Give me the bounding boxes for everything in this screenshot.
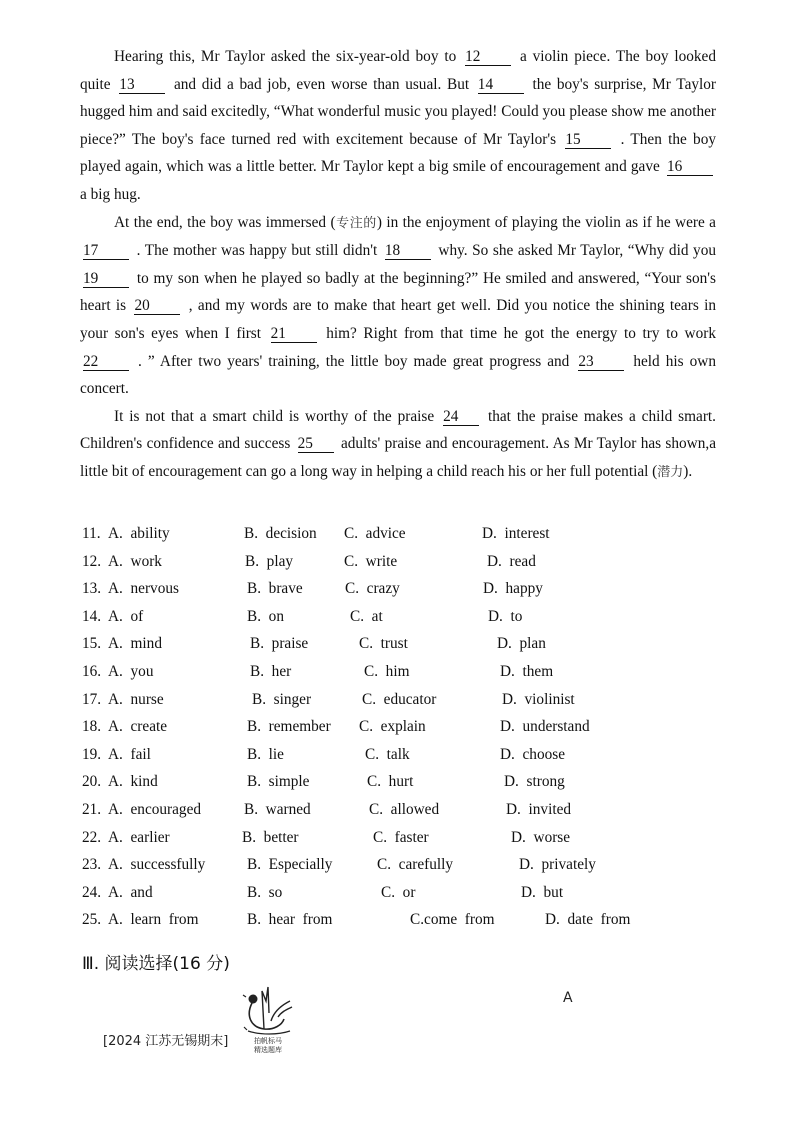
text-run: adults' praise and encouragement. As Mr Taylor has shown,a little bit of encouragement can go a long way in helping a child reach his or her full potential ( bbox=[80, 435, 716, 480]
blank-14: 14 bbox=[478, 76, 524, 94]
option-b[interactable]: B. decision bbox=[244, 525, 317, 542]
text-run: a violin piece. The boy looked quite bbox=[80, 48, 716, 93]
option-row bbox=[82, 630, 722, 658]
option-row bbox=[82, 520, 722, 548]
option-d[interactable]: D. happy bbox=[483, 580, 543, 598]
option-a[interactable]: A. learn from bbox=[108, 911, 199, 929]
option-c[interactable]: C. faster bbox=[373, 828, 429, 846]
option-a[interactable]: A. fail bbox=[108, 745, 151, 763]
question-number: 25. bbox=[82, 911, 102, 929]
text-run: to my son when he played so badly at the beginning?” He smiled and answered, “Your son's heart is bbox=[80, 269, 716, 315]
option-row bbox=[82, 713, 722, 741]
option-d[interactable]: D. them bbox=[500, 662, 554, 680]
option-c[interactable]: C. him bbox=[364, 662, 410, 680]
option-a[interactable]: A. encouraged bbox=[108, 800, 202, 818]
option-row bbox=[82, 824, 722, 852]
swan-logo-icon bbox=[238, 983, 298, 1055]
option-d[interactable]: D. date from bbox=[545, 911, 631, 929]
text-run: At the end, the boy was immersed ( bbox=[114, 213, 336, 231]
question-number: 21. bbox=[82, 800, 102, 818]
option-b[interactable]: B. lie bbox=[247, 745, 284, 763]
option-d[interactable]: D. but bbox=[521, 883, 564, 901]
option-row bbox=[82, 686, 722, 714]
option-d[interactable]: D. violinist bbox=[502, 690, 575, 708]
chinese-gloss: 潜力 bbox=[657, 464, 684, 480]
question-number: 17. bbox=[82, 690, 102, 708]
question-number: 23. bbox=[82, 856, 102, 874]
option-a[interactable]: A. earlier bbox=[108, 828, 170, 846]
option-c[interactable]: C. write bbox=[344, 552, 398, 570]
paragraph-3 bbox=[80, 403, 716, 487]
text-run: and did a bad job, even worse than usual. But bbox=[168, 75, 475, 93]
option-a[interactable]: A. successfully bbox=[108, 856, 206, 874]
text-run: . Then the boy played again, which was a little better. Mr Taylor kept a big smile of encouragement and gave bbox=[80, 130, 716, 176]
option-c[interactable]: C. carefully bbox=[377, 856, 454, 874]
option-d[interactable]: D. strong bbox=[504, 773, 565, 791]
option-b[interactable]: B. so bbox=[247, 883, 283, 901]
option-a[interactable]: A. create bbox=[108, 718, 168, 736]
option-row bbox=[82, 768, 722, 796]
option-c[interactable]: C. or bbox=[381, 883, 416, 901]
text-run: , and my words are to make that heart get well. Did you notice the shining tears in your son's eyes when I first bbox=[80, 297, 716, 342]
option-b[interactable]: B. on bbox=[247, 607, 284, 625]
option-b[interactable]: B. remember bbox=[247, 718, 331, 736]
option-b[interactable]: B. better bbox=[242, 828, 299, 846]
option-a[interactable]: A. and bbox=[108, 883, 153, 901]
option-b[interactable]: B. brave bbox=[247, 580, 303, 598]
text-run: a big hug. bbox=[80, 185, 141, 203]
option-a[interactable]: A. kind bbox=[108, 773, 158, 791]
option-a[interactable]: A. mind bbox=[108, 635, 162, 653]
option-d[interactable]: D. plan bbox=[497, 635, 546, 653]
blank-13: 13 bbox=[119, 76, 165, 94]
option-c[interactable]: C. educator bbox=[362, 690, 437, 708]
question-source: [2024 江苏无锡期末] bbox=[103, 1034, 229, 1049]
question-number: 22. bbox=[82, 828, 102, 846]
option-b[interactable]: B. play bbox=[245, 552, 294, 570]
option-a[interactable]: A. of bbox=[108, 607, 144, 625]
option-row bbox=[82, 796, 722, 824]
option-row bbox=[82, 851, 722, 879]
option-d[interactable]: D. privately bbox=[519, 856, 596, 874]
text-run: the boy's surprise, Mr Taylor hugged him and said excitedly, “What wonderful music you played! Could you please show me another piece?” The boy's face turned red with excitement because of Mr Taylor's bbox=[80, 75, 717, 148]
option-c[interactable]: C. explain bbox=[359, 718, 426, 736]
text-run: ). bbox=[683, 462, 693, 480]
question-number: 14. bbox=[82, 607, 102, 625]
blank-24: 24 bbox=[443, 408, 479, 426]
option-a[interactable]: A. ability bbox=[108, 525, 170, 542]
blank-25: 25 bbox=[298, 435, 334, 453]
text-run: why. So she asked Mr Taylor, “Why did you bbox=[433, 242, 716, 260]
blank-19: 19 bbox=[83, 270, 129, 288]
blank-16: 16 bbox=[667, 158, 713, 176]
question-number: 16. bbox=[82, 662, 102, 680]
option-d[interactable]: D. worse bbox=[511, 828, 571, 846]
option-b[interactable]: B. simple bbox=[247, 773, 310, 791]
option-c[interactable]: C. talk bbox=[365, 745, 410, 763]
option-row bbox=[82, 658, 722, 686]
option-b[interactable]: B. warned bbox=[244, 800, 311, 818]
blank-18: 18 bbox=[385, 242, 431, 260]
option-row bbox=[82, 741, 722, 769]
option-d[interactable]: D. to bbox=[488, 607, 523, 625]
option-c[interactable]: C. at bbox=[350, 607, 383, 625]
paragraph-2 bbox=[80, 209, 716, 403]
text-run: . ” After two years' training, the little boy made great progress and bbox=[132, 352, 576, 370]
question-number: 11. bbox=[82, 525, 101, 542]
option-a[interactable]: A. you bbox=[108, 662, 154, 680]
option-d[interactable]: D. read bbox=[487, 552, 536, 570]
option-c[interactable]: C. crazy bbox=[345, 580, 400, 598]
question-number: 24. bbox=[82, 883, 102, 901]
option-b[interactable]: B. Especially bbox=[247, 856, 333, 874]
blank-17: 17 bbox=[83, 242, 129, 260]
option-row bbox=[82, 575, 722, 603]
option-d[interactable]: D. choose bbox=[500, 745, 565, 763]
text-run: held his own concert. bbox=[80, 352, 716, 398]
chinese-gloss: 专注的 bbox=[335, 215, 377, 231]
option-d[interactable]: D. invited bbox=[506, 800, 572, 818]
option-c[interactable]: C.come from bbox=[410, 911, 495, 929]
option-row bbox=[82, 548, 722, 576]
blank-20: 20 bbox=[134, 297, 180, 315]
paragraph-1 bbox=[80, 43, 716, 209]
blank-22: 22 bbox=[83, 353, 129, 371]
question-number: 12. bbox=[82, 552, 102, 570]
text-run: that the praise makes a child smart. Children's confidence and success bbox=[80, 407, 716, 453]
section-title: Ⅲ. 阅读选择(16 分) bbox=[82, 954, 230, 974]
text-run: ) in the enjoyment of playing the violin as if he were a bbox=[376, 213, 716, 231]
option-c[interactable]: C. allowed bbox=[369, 800, 440, 818]
text-run: him? Right from that time he got the energy to try to work bbox=[319, 324, 716, 342]
blank-23: 23 bbox=[578, 353, 624, 371]
text-run: It is not that a smart child is worthy of the praise bbox=[114, 407, 441, 425]
text-run: Hearing this, Mr Taylor asked the six-year-old boy to bbox=[114, 48, 463, 65]
option-row bbox=[82, 906, 722, 934]
question-number: 19. bbox=[82, 745, 102, 763]
option-b[interactable]: B. her bbox=[250, 662, 292, 680]
blank-15: 15 bbox=[565, 131, 611, 149]
option-d[interactable]: D. interest bbox=[482, 525, 550, 542]
option-c[interactable]: C. hurt bbox=[367, 773, 414, 791]
question-number: 18. bbox=[82, 718, 102, 736]
option-row bbox=[82, 879, 722, 907]
question-number: 13. bbox=[82, 580, 102, 598]
option-a[interactable]: A. nurse bbox=[108, 690, 164, 708]
option-a[interactable]: A. work bbox=[108, 552, 162, 570]
option-c[interactable]: C. trust bbox=[359, 635, 408, 653]
blank-21: 21 bbox=[271, 325, 317, 343]
blank-12: 12 bbox=[465, 48, 511, 66]
option-row bbox=[82, 603, 722, 631]
option-b[interactable]: B. hear from bbox=[247, 911, 333, 929]
svg-text:精选题库: 精选题库 bbox=[254, 1046, 282, 1054]
question-number: 15. bbox=[82, 635, 102, 653]
text-run: . The mother was happy but still didn't bbox=[132, 242, 382, 260]
cloze-passage bbox=[80, 43, 716, 487]
option-d[interactable]: D. understand bbox=[500, 718, 590, 736]
option-b[interactable]: B. praise bbox=[250, 635, 309, 653]
option-a[interactable]: A. nervous bbox=[108, 580, 179, 598]
option-b[interactable]: B. singer bbox=[252, 690, 312, 708]
answer-options bbox=[82, 520, 722, 934]
passage-label: A bbox=[563, 990, 573, 1006]
option-c[interactable]: C. advice bbox=[344, 525, 406, 542]
svg-text:拍帆标马: 拍帆标马 bbox=[254, 1037, 282, 1045]
question-number: 20. bbox=[82, 773, 102, 791]
